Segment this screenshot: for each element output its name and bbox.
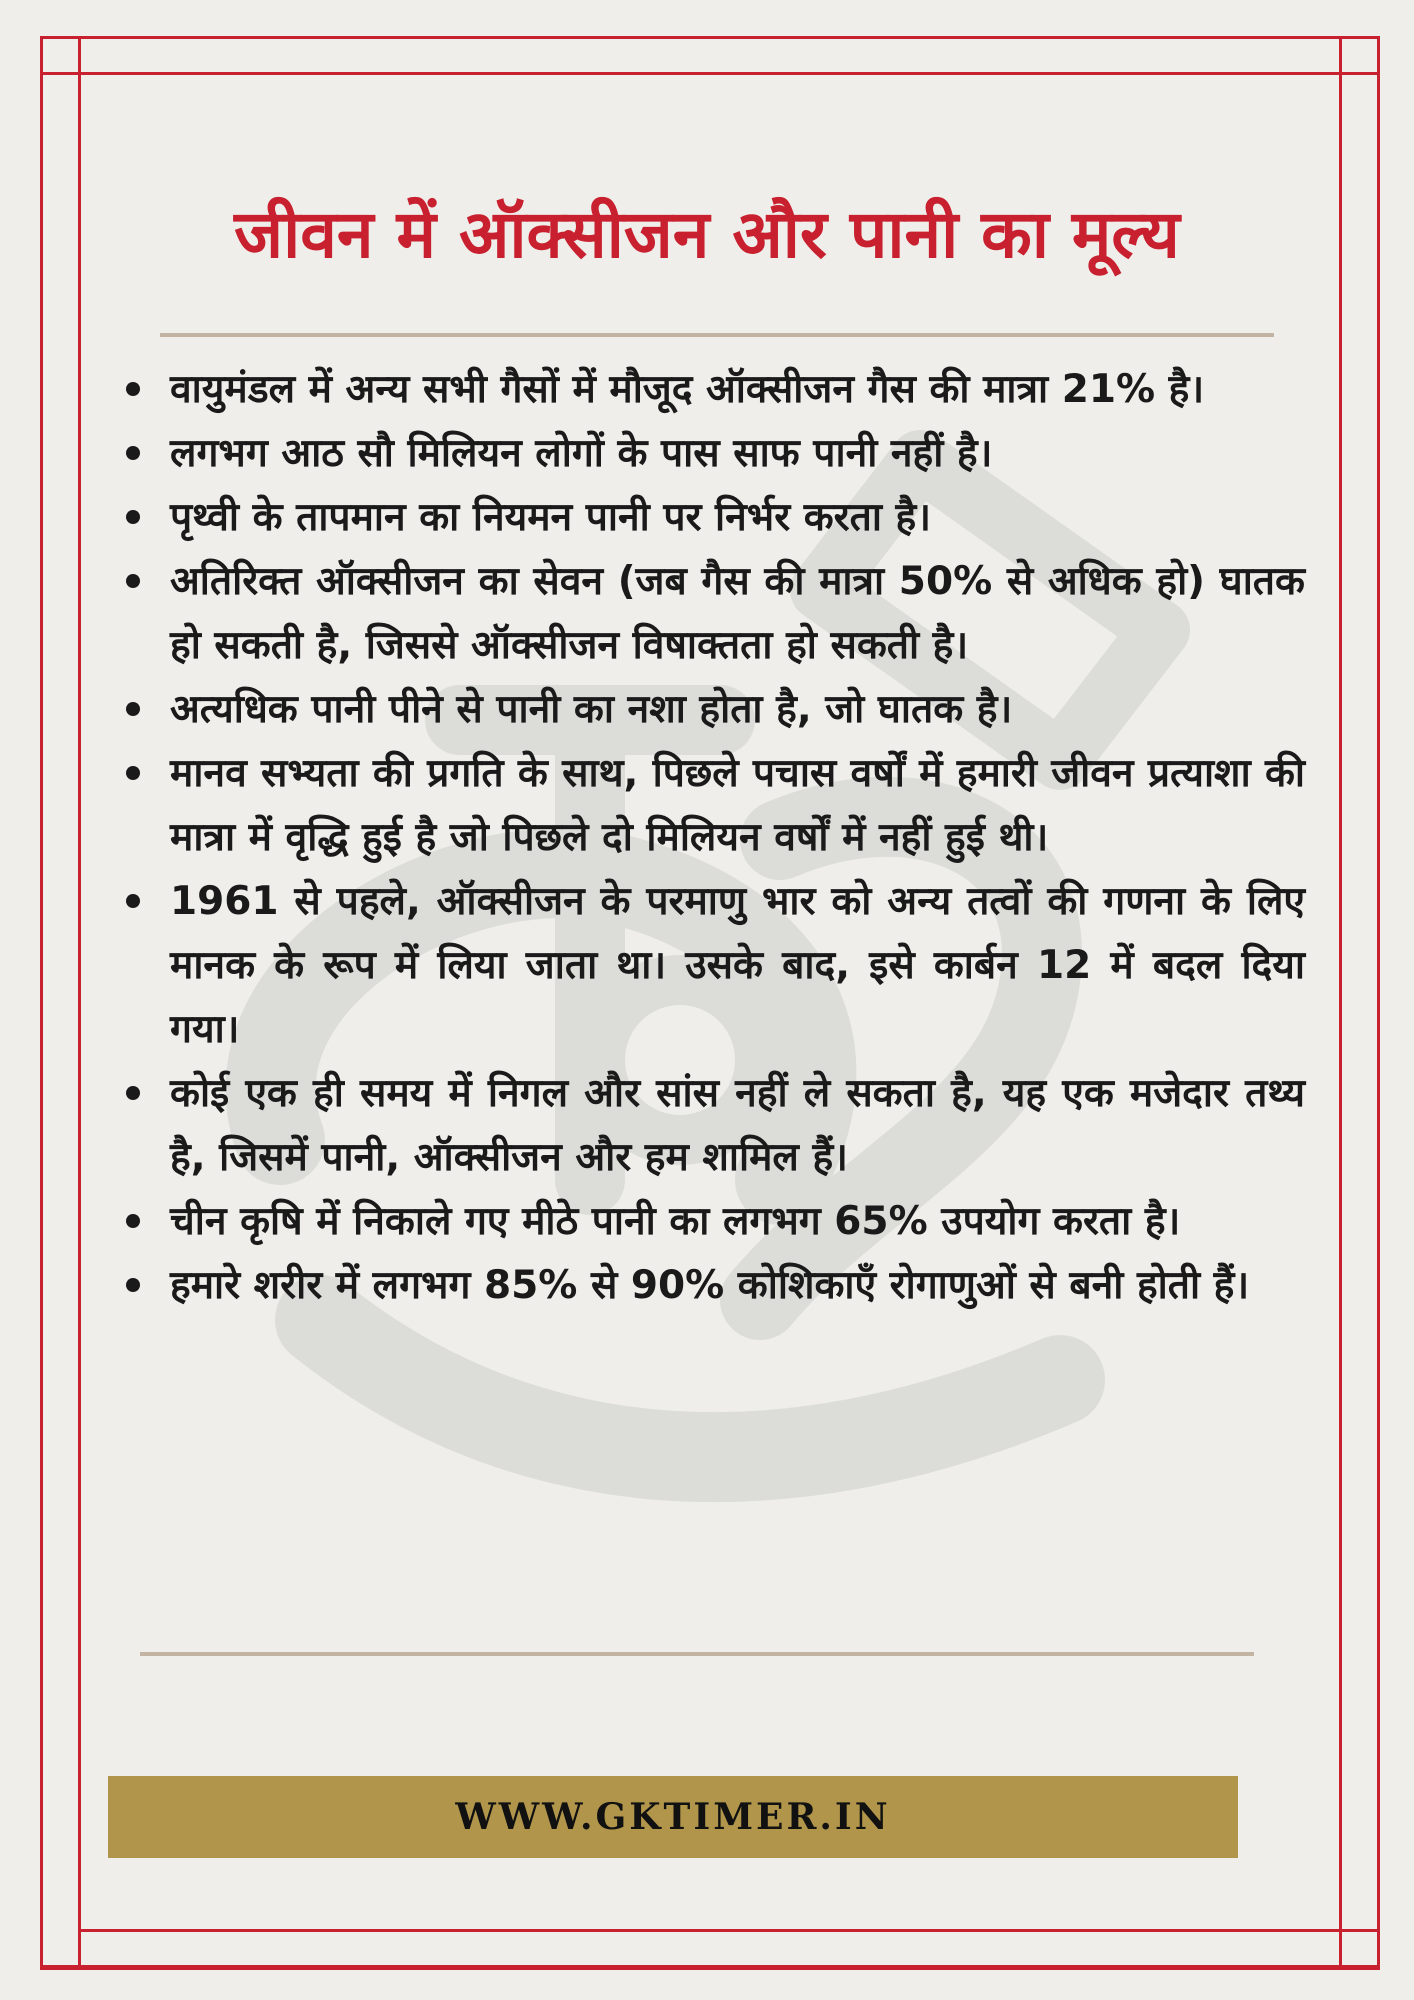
list-item — [120, 358, 1305, 422]
page-title: जीवन में ऑक्सीजन और पानी का मूल्य — [234, 196, 1180, 273]
list-item — [120, 678, 1305, 742]
bullet-icon — [126, 1278, 140, 1292]
list-item — [120, 422, 1305, 486]
fact-text: मानव सभ्यता की प्रगति के साथ, पिछले पचास वर्षों में हमारी जीवन प्रत्याशा की मात्रा में वृद्धि हुई है जो पिछले दो मिलियन वर्षों में नहीं हुई थी। — [170, 751, 1305, 860]
fact-text: अत्यधिक पानी पीने से पानी का नशा होता है, जो घातक है। — [170, 687, 1013, 732]
bullet-icon — [126, 702, 140, 716]
list-item — [120, 1190, 1305, 1254]
facts-list — [120, 358, 1305, 1318]
fact-text: कोई एक ही समय में निगल और सांस नहीं ले सकता है, यह एक मजेदार तथ्य है, जिसमें पानी, ऑक्सीजन और हम शामिल हैं। — [170, 1071, 1305, 1180]
list-item — [120, 870, 1305, 1062]
bullet-icon — [126, 510, 140, 524]
bullet-icon — [126, 894, 140, 908]
list-item — [120, 486, 1305, 550]
footer-banner — [108, 1776, 1238, 1858]
fact-text: चीन कृषि में निकाले गए मीठे पानी का लगभग 65% उपयोग करता है। — [170, 1199, 1181, 1244]
fact-text: अतिरिक्त ऑक्सीजन का सेवन (जब गैस की मात्रा 50% से अधिक हो) घातक हो सकती है, जिससे ऑक्सीजन विषाक्तता हो सकती है। — [170, 559, 1305, 668]
bullet-icon — [126, 446, 140, 460]
fact-text: हमारे शरीर में लगभग 85% से 90% कोशिकाएँ रोगाणुओं से बनी होती हैं। — [170, 1263, 1250, 1308]
bullet-icon — [126, 574, 140, 588]
list-item — [120, 1062, 1305, 1190]
bullet-icon — [126, 382, 140, 396]
fact-text: लगभग आठ सौ मिलियन लोगों के पास साफ पानी नहीं है। — [170, 431, 993, 476]
list-item — [120, 550, 1305, 678]
website-link[interactable]: WWW.GKTIMER.IN — [455, 1796, 891, 1838]
list-item — [120, 1254, 1305, 1318]
bullet-icon — [126, 1086, 140, 1100]
fact-text: पृथ्वी के तापमान का नियमन पानी पर निर्भर करता है। — [170, 495, 932, 540]
bullet-icon — [126, 766, 140, 780]
list-item — [120, 742, 1305, 870]
fact-text: वायुमंडल में अन्य सभी गैसों में मौजूद ऑक्सीजन गैस की मात्रा 21% है। — [170, 367, 1205, 412]
fact-text: 1961 से पहले, ऑक्सीजन के परमाणु भार को अन्य तत्वों की गणना के लिए मानक के रूप में लिया जाता था। उसके बाद, इसे कार्बन 12 में बदल दिया गया। — [170, 879, 1305, 1052]
divider-bottom — [140, 1652, 1254, 1656]
bullet-icon — [126, 1214, 140, 1228]
divider-top — [160, 333, 1274, 337]
